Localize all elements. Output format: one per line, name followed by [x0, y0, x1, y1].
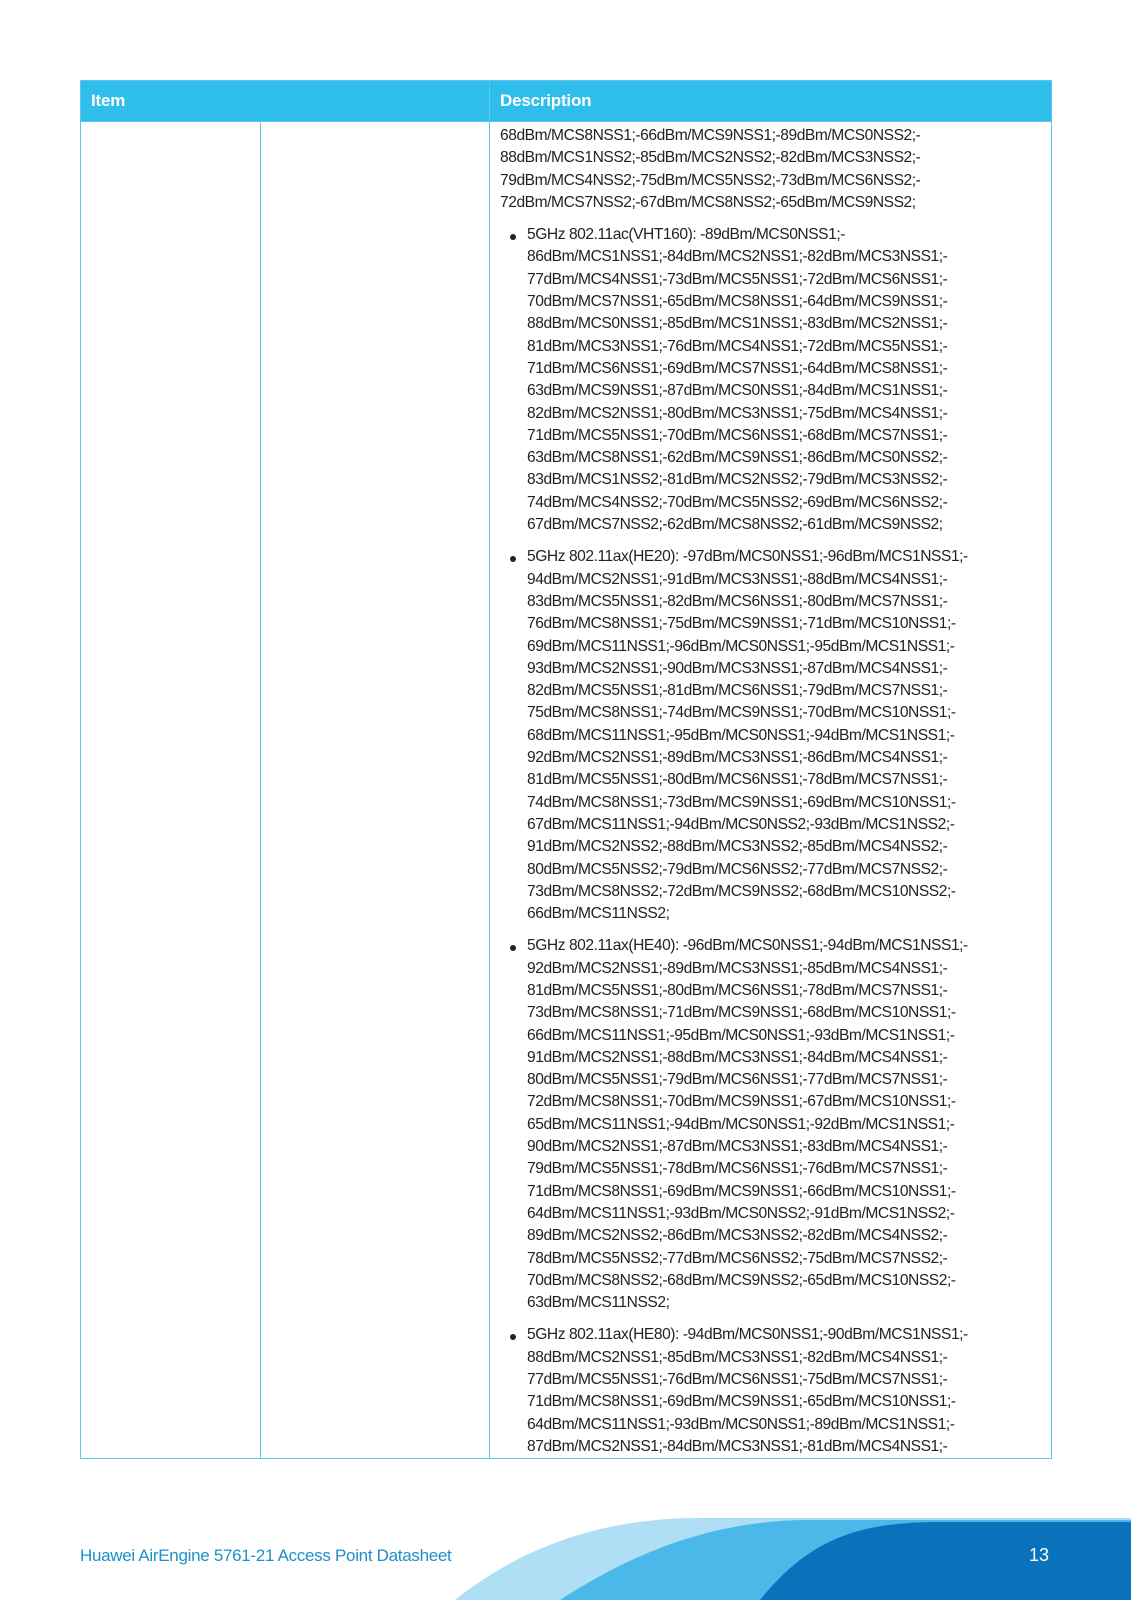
text-line: 83dBm/MCS1NSS2;-81dBm/MCS2NSS2;-79dBm/MCS3NSS2;-: [527, 471, 948, 489]
text-line: 75dBm/MCS8NSS1;-74dBm/MCS9NSS1;-70dBm/MCS10NSS1;-: [527, 704, 956, 722]
text-line: 66dBm/MCS11NSS1;-95dBm/MCS0NSS1;-93dBm/MCS1NSS1;-: [527, 1026, 955, 1044]
bullet-list: [500, 224, 1045, 1458]
text-line: 81dBm/MCS5NSS1;-80dBm/MCS6NSS1;-78dBm/MCS7NSS1;-: [527, 981, 948, 999]
text-line: 89dBm/MCS2NSS2;-86dBm/MCS3NSS2;-82dBm/MCS4NSS2;-: [527, 1227, 948, 1245]
text-line: 74dBm/MCS8NSS1;-73dBm/MCS9NSS1;-69dBm/MCS10NSS1;-: [527, 793, 956, 811]
text-line: 79dBm/MCS4NSS2;-75dBm/MCS5NSS2;-73dBm/MCS6NSS2;-: [500, 171, 921, 189]
text-line: 88dBm/MCS1NSS2;-85dBm/MCS2NSS2;-82dBm/MCS3NSS2;-: [500, 149, 921, 167]
text-line: 68dBm/MCS11NSS1;-95dBm/MCS0NSS1;-94dBm/MCS1NSS1;-: [527, 726, 955, 744]
text-line: 64dBm/MCS11NSS1;-93dBm/MCS0NSS2;-91dBm/MCS1NSS2;-: [527, 1204, 955, 1222]
continued-text-block: [500, 125, 1045, 214]
text-line: 63dBm/MCS9NSS1;-87dBm/MCS0NSS1;-84dBm/MCS1NSS1;-: [527, 382, 948, 400]
text-line: 78dBm/MCS5NSS2;-77dBm/MCS6NSS2;-75dBm/MCS7NSS2;-: [527, 1249, 948, 1267]
text-line: 83dBm/MCS5NSS1;-82dBm/MCS6NSS1;-80dBm/MCS7NSS1;-: [527, 592, 948, 610]
text-line: 68dBm/MCS8NSS1;-66dBm/MCS9NSS1;-89dBm/MCS0NSS2;-: [500, 127, 921, 144]
text-line: 63dBm/MCS8NSS1;-62dBm/MCS9NSS1;-86dBm/MCS0NSS2;-: [527, 449, 948, 467]
text-line: 66dBm/MCS11NSS2;: [527, 905, 670, 923]
text-line: 5GHz 802.11ax(HE80): -94dBm/MCS0NSS1;-90dBm/MCS1NSS1;-: [527, 1326, 968, 1344]
text-line: 73dBm/MCS8NSS2;-72dBm/MCS9NSS2;-68dBm/MCS10NSS2;-: [527, 882, 956, 900]
description-cell: [490, 122, 1052, 1459]
subitem-cell: [261, 122, 490, 1459]
text-line: 91dBm/MCS2NSS2;-88dBm/MCS3NSS2;-85dBm/MCS4NSS2;-: [527, 838, 948, 856]
footer-doc-title: Huawei AirEngine 5761-21 Access Point Datasheet: [80, 1546, 452, 1565]
text-line: 73dBm/MCS8NSS1;-71dBm/MCS9NSS1;-68dBm/MCS10NSS1;-: [527, 1004, 956, 1022]
text-line: 91dBm/MCS2NSS1;-88dBm/MCS3NSS1;-84dBm/MCS4NSS1;-: [527, 1048, 948, 1066]
text-line: 71dBm/MCS8NSS1;-69dBm/MCS9NSS1;-66dBm/MCS10NSS1;-: [527, 1182, 956, 1200]
text-line: 79dBm/MCS5NSS1;-78dBm/MCS6NSS1;-76dBm/MCS7NSS1;-: [527, 1160, 948, 1178]
text-line: 65dBm/MCS11NSS1;-94dBm/MCS0NSS1;-92dBm/MCS1NSS1;-: [527, 1115, 955, 1133]
text-line: 71dBm/MCS8NSS1;-69dBm/MCS9NSS1;-65dBm/MCS10NSS1;-: [527, 1393, 956, 1411]
text-line: 81dBm/MCS3NSS1;-76dBm/MCS4NSS1;-72dBm/MCS5NSS1;-: [527, 337, 948, 355]
text-line: 88dBm/MCS0NSS1;-85dBm/MCS1NSS1;-83dBm/MCS2NSS1;-: [527, 315, 948, 333]
table-row: [81, 122, 1052, 1459]
item-cell: [81, 122, 261, 1459]
text-line: 69dBm/MCS11NSS1;-96dBm/MCS0NSS1;-95dBm/MCS1NSS1;-: [527, 637, 955, 655]
table-header-row: [81, 81, 1052, 122]
text-line: 71dBm/MCS5NSS1;-70dBm/MCS6NSS1;-68dBm/MCS7NSS1;-: [527, 426, 948, 444]
text-line: 5GHz 802.11ax(HE40): -96dBm/MCS0NSS1;-94dBm/MCS1NSS1;-: [527, 937, 968, 955]
text-line: 86dBm/MCS1NSS1;-84dBm/MCS2NSS1;-82dBm/MCS3NSS1;-: [527, 248, 948, 266]
description-column-header: Description: [490, 81, 1052, 122]
item-column-header: Item: [81, 81, 490, 122]
text-line: 67dBm/MCS11NSS1;-94dBm/MCS0NSS2;-93dBm/MCS1NSS2;-: [527, 815, 955, 833]
text-line: 71dBm/MCS6NSS1;-69dBm/MCS7NSS1;-64dBm/MCS8NSS1;-: [527, 359, 948, 377]
text-line: 90dBm/MCS2NSS1;-87dBm/MCS3NSS1;-83dBm/MCS4NSS1;-: [527, 1138, 948, 1156]
text-line: 81dBm/MCS5NSS1;-80dBm/MCS6NSS1;-78dBm/MCS7NSS1;-: [527, 771, 948, 789]
text-line: 94dBm/MCS2NSS1;-91dBm/MCS3NSS1;-88dBm/MCS4NSS1;-: [527, 570, 948, 588]
text-line: 87dBm/MCS2NSS1;-84dBm/MCS3NSS1;-81dBm/MCS4NSS1;-: [527, 1437, 948, 1455]
text-line: 92dBm/MCS2NSS1;-89dBm/MCS3NSS1;-85dBm/MCS4NSS1;-: [527, 959, 948, 977]
text-line: 93dBm/MCS2NSS1;-90dBm/MCS3NSS1;-87dBm/MCS4NSS1;-: [527, 659, 948, 677]
text-line: 76dBm/MCS8NSS1;-75dBm/MCS9NSS1;-71dBm/MCS10NSS1;-: [527, 615, 956, 633]
text-line: 5GHz 802.11ac(VHT160): -89dBm/MCS0NSS1;-: [527, 226, 845, 244]
list-item: [500, 1324, 1045, 1458]
bullet-icon: [510, 234, 516, 240]
text-line: 67dBm/MCS7NSS2;-62dBm/MCS8NSS2;-61dBm/MCS9NSS2;: [527, 516, 943, 534]
bullet-icon: [510, 1334, 516, 1340]
list-item: [500, 935, 1045, 1314]
text-line: 72dBm/MCS7NSS2;-67dBm/MCS8NSS2;-65dBm/MCS9NSS2;: [500, 193, 916, 211]
text-line: 80dBm/MCS5NSS2;-79dBm/MCS6NSS2;-77dBm/MCS7NSS2;-: [527, 860, 948, 878]
text-line: 5GHz 802.11ax(HE20): -97dBm/MCS0NSS1;-96dBm/MCS1NSS1;-: [527, 548, 968, 566]
text-line: 82dBm/MCS2NSS1;-80dBm/MCS3NSS1;-75dBm/MCS4NSS1;-: [527, 404, 948, 422]
text-line: 74dBm/MCS4NSS2;-70dBm/MCS5NSS2;-69dBm/MCS6NSS2;-: [527, 493, 948, 511]
list-item: [500, 546, 1045, 925]
bullet-icon: [510, 556, 516, 562]
list-item: [500, 224, 1045, 536]
bullet-icon: [510, 945, 516, 951]
page-number: 13: [1029, 1545, 1050, 1565]
text-line: 64dBm/MCS11NSS1;-93dBm/MCS0NSS1;-89dBm/MCS1NSS1;-: [527, 1415, 955, 1433]
text-line: 92dBm/MCS2NSS1;-89dBm/MCS3NSS1;-86dBm/MCS4NSS1;-: [527, 749, 948, 767]
text-line: 70dBm/MCS7NSS1;-65dBm/MCS8NSS1;-64dBm/MCS9NSS1;-: [527, 293, 948, 311]
text-line: 70dBm/MCS8NSS2;-68dBm/MCS9NSS2;-65dBm/MCS10NSS2;-: [527, 1271, 956, 1289]
text-line: 80dBm/MCS5NSS1;-79dBm/MCS6NSS1;-77dBm/MCS7NSS1;-: [527, 1071, 948, 1089]
text-line: 63dBm/MCS11NSS2;: [527, 1294, 670, 1312]
text-line: 77dBm/MCS4NSS1;-73dBm/MCS5NSS1;-72dBm/MCS6NSS1;-: [527, 270, 948, 288]
text-line: 88dBm/MCS2NSS1;-85dBm/MCS3NSS1;-82dBm/MCS4NSS1;-: [527, 1348, 948, 1366]
text-line: 82dBm/MCS5NSS1;-81dBm/MCS6NSS1;-79dBm/MCS7NSS1;-: [527, 682, 948, 700]
text-line: 77dBm/MCS5NSS1;-76dBm/MCS6NSS1;-75dBm/MCS7NSS1;-: [527, 1371, 948, 1389]
text-line: 72dBm/MCS8NSS1;-70dBm/MCS9NSS1;-67dBm/MCS10NSS1;-: [527, 1093, 956, 1111]
spec-table: [80, 80, 1052, 1459]
